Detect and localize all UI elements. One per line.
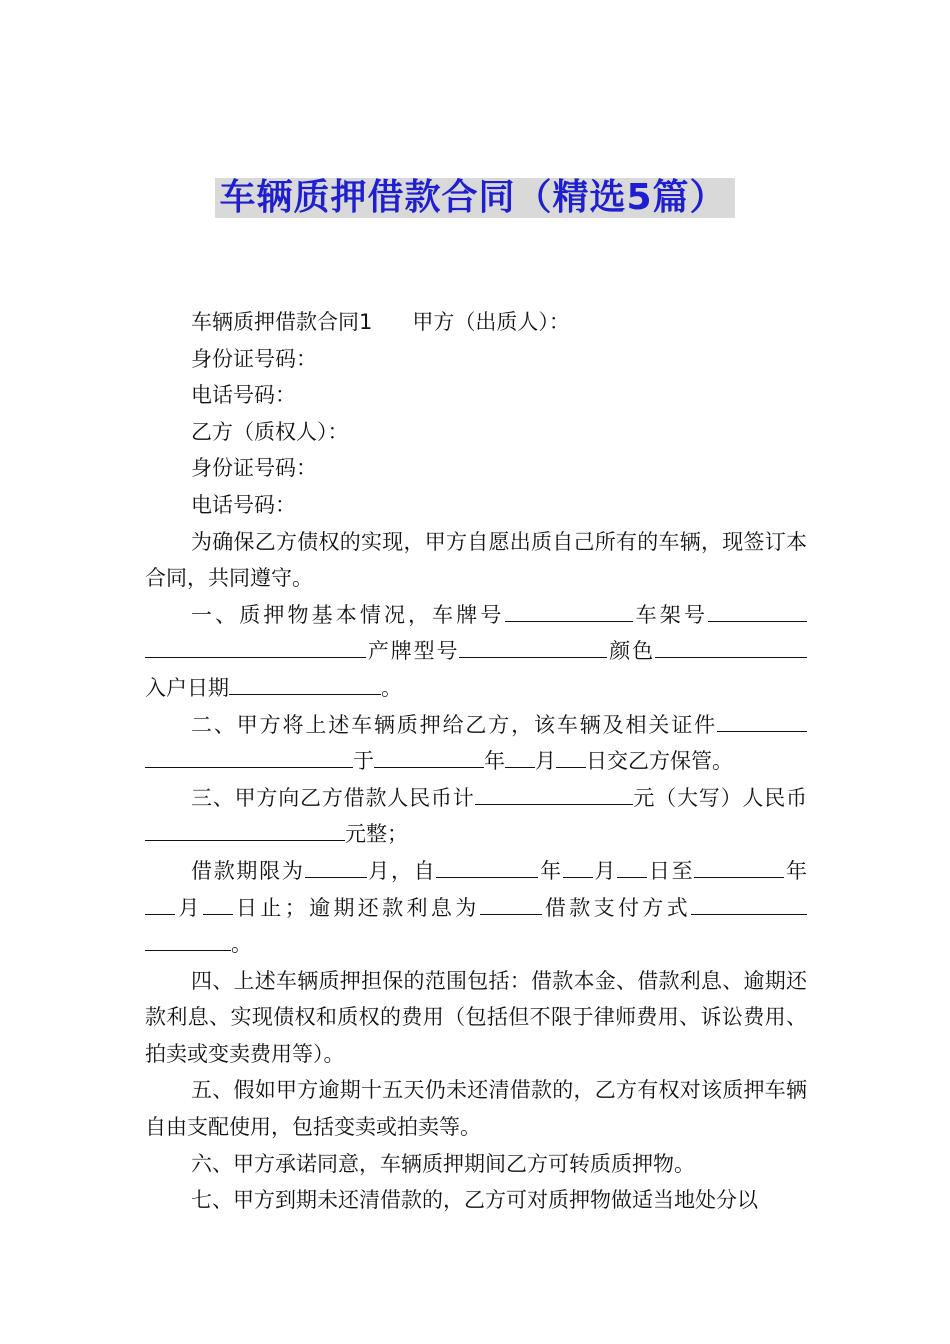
- day-blank: [556, 743, 586, 768]
- start-month-blank: [563, 853, 593, 878]
- end-day-blank: [203, 890, 233, 915]
- payment-method-blank-cont: [145, 926, 231, 951]
- amount-blank: [475, 780, 633, 805]
- clause-3-uppercase-label: 元（大写）人民币: [632, 785, 808, 810]
- start-year-blank: [436, 853, 538, 878]
- clause-3-text: 三、甲方向乙方借款人民币计: [191, 785, 475, 810]
- clause-3: [145, 780, 807, 853]
- end-month-blank: [145, 890, 175, 915]
- clause-2: [145, 707, 807, 780]
- clause-1-frame-label: 车架号: [632, 602, 709, 627]
- frame-number-blank-cont: [145, 633, 366, 658]
- end-year-blank: [694, 853, 784, 878]
- clause-5: 五、假如甲方逾期十五天仍未还清借款的，乙方有权对该质押车辆自由支配使用，包括变卖或拍卖等。: [145, 1078, 807, 1140]
- clause-2-end: 日交乙方保管。: [586, 749, 733, 774]
- contract-name: 车辆质押借款合同1: [191, 310, 373, 334]
- preamble: 为确保乙方债权的实现，甲方自愿出质自己所有的车辆，现签订本合同，共同遵守。: [145, 529, 807, 591]
- clause-1-text: 一、质押物基本情况，车牌号: [191, 602, 505, 627]
- documents-blank: [717, 707, 807, 732]
- term-end: 。: [231, 932, 252, 957]
- color-blank: [655, 633, 797, 658]
- id-a-label: 身份证号码：: [191, 346, 317, 371]
- intro-line: [145, 304, 807, 341]
- term-from: 月，自: [366, 858, 437, 883]
- clause-7: 七、甲方到期未还清借款的，乙方可对质押物做适当地处分以: [191, 1188, 758, 1213]
- amount-uppercase-blank: [145, 816, 345, 841]
- clause-6: 六、甲方承诺同意，车辆质押期间乙方可转质质押物。: [191, 1151, 695, 1176]
- clause-3-end: 元整；: [345, 822, 408, 847]
- phone-a-label: 电话号码：: [191, 383, 296, 408]
- title-wrap: [0, 178, 950, 218]
- term-month: 月: [592, 858, 618, 883]
- term-to: 日至: [647, 858, 695, 883]
- frame-number-blank: [708, 597, 807, 622]
- clause-2-text: 二、甲方将上述车辆质押给乙方，该车辆及相关证件: [191, 712, 717, 737]
- color-blank-cont: [797, 633, 807, 658]
- month-blank: [505, 743, 535, 768]
- clause-2-month: 月: [535, 749, 556, 774]
- clause-1-color-label: 颜色: [607, 639, 655, 664]
- term-end-year: 年: [784, 858, 808, 883]
- term-payment-label: 借款支付方式: [541, 895, 692, 920]
- registration-date-blank: [229, 670, 381, 695]
- document-title: 车辆质押借款合同（精选5篇）: [215, 178, 734, 218]
- document-body: [145, 304, 807, 1219]
- clause-1-end: 。: [381, 675, 402, 700]
- start-day-blank: [617, 853, 647, 878]
- loan-term: [145, 853, 807, 963]
- clause-1-model-label: 产牌型号: [366, 639, 460, 664]
- term-year: 年: [538, 858, 563, 883]
- year-blank: [374, 743, 484, 768]
- party-a-label: 甲方（出质人）：: [412, 310, 570, 334]
- clause-2-at: 于: [353, 749, 374, 774]
- clause-2-year: 年: [484, 749, 505, 774]
- term-end-month: 月: [175, 895, 203, 920]
- documents-blank-cont: [145, 743, 353, 768]
- clause-4: 四、上述车辆质押担保的范围包括：借款本金、借款利息、逾期还款利息、实现债权和质权的费用（包括但不限于律师费用、诉讼费用、拍卖或变卖费用等）。: [145, 968, 807, 1066]
- term-interest-label: 日止；逾期还款利息为: [232, 895, 480, 920]
- term-text: 借款期限为: [191, 858, 305, 883]
- clause-1: [145, 597, 807, 707]
- id-b-label: 身份证号码：: [191, 456, 317, 481]
- term-months-blank: [305, 853, 367, 878]
- phone-b-label: 电话号码：: [191, 492, 296, 517]
- clause-1-date-label: 入户日期: [145, 675, 229, 700]
- model-blank: [459, 633, 607, 658]
- party-b-label: 乙方（质权人）：: [191, 419, 349, 444]
- plate-number-blank: [505, 597, 633, 622]
- payment-method-blank: [691, 890, 807, 915]
- interest-blank: [480, 890, 542, 915]
